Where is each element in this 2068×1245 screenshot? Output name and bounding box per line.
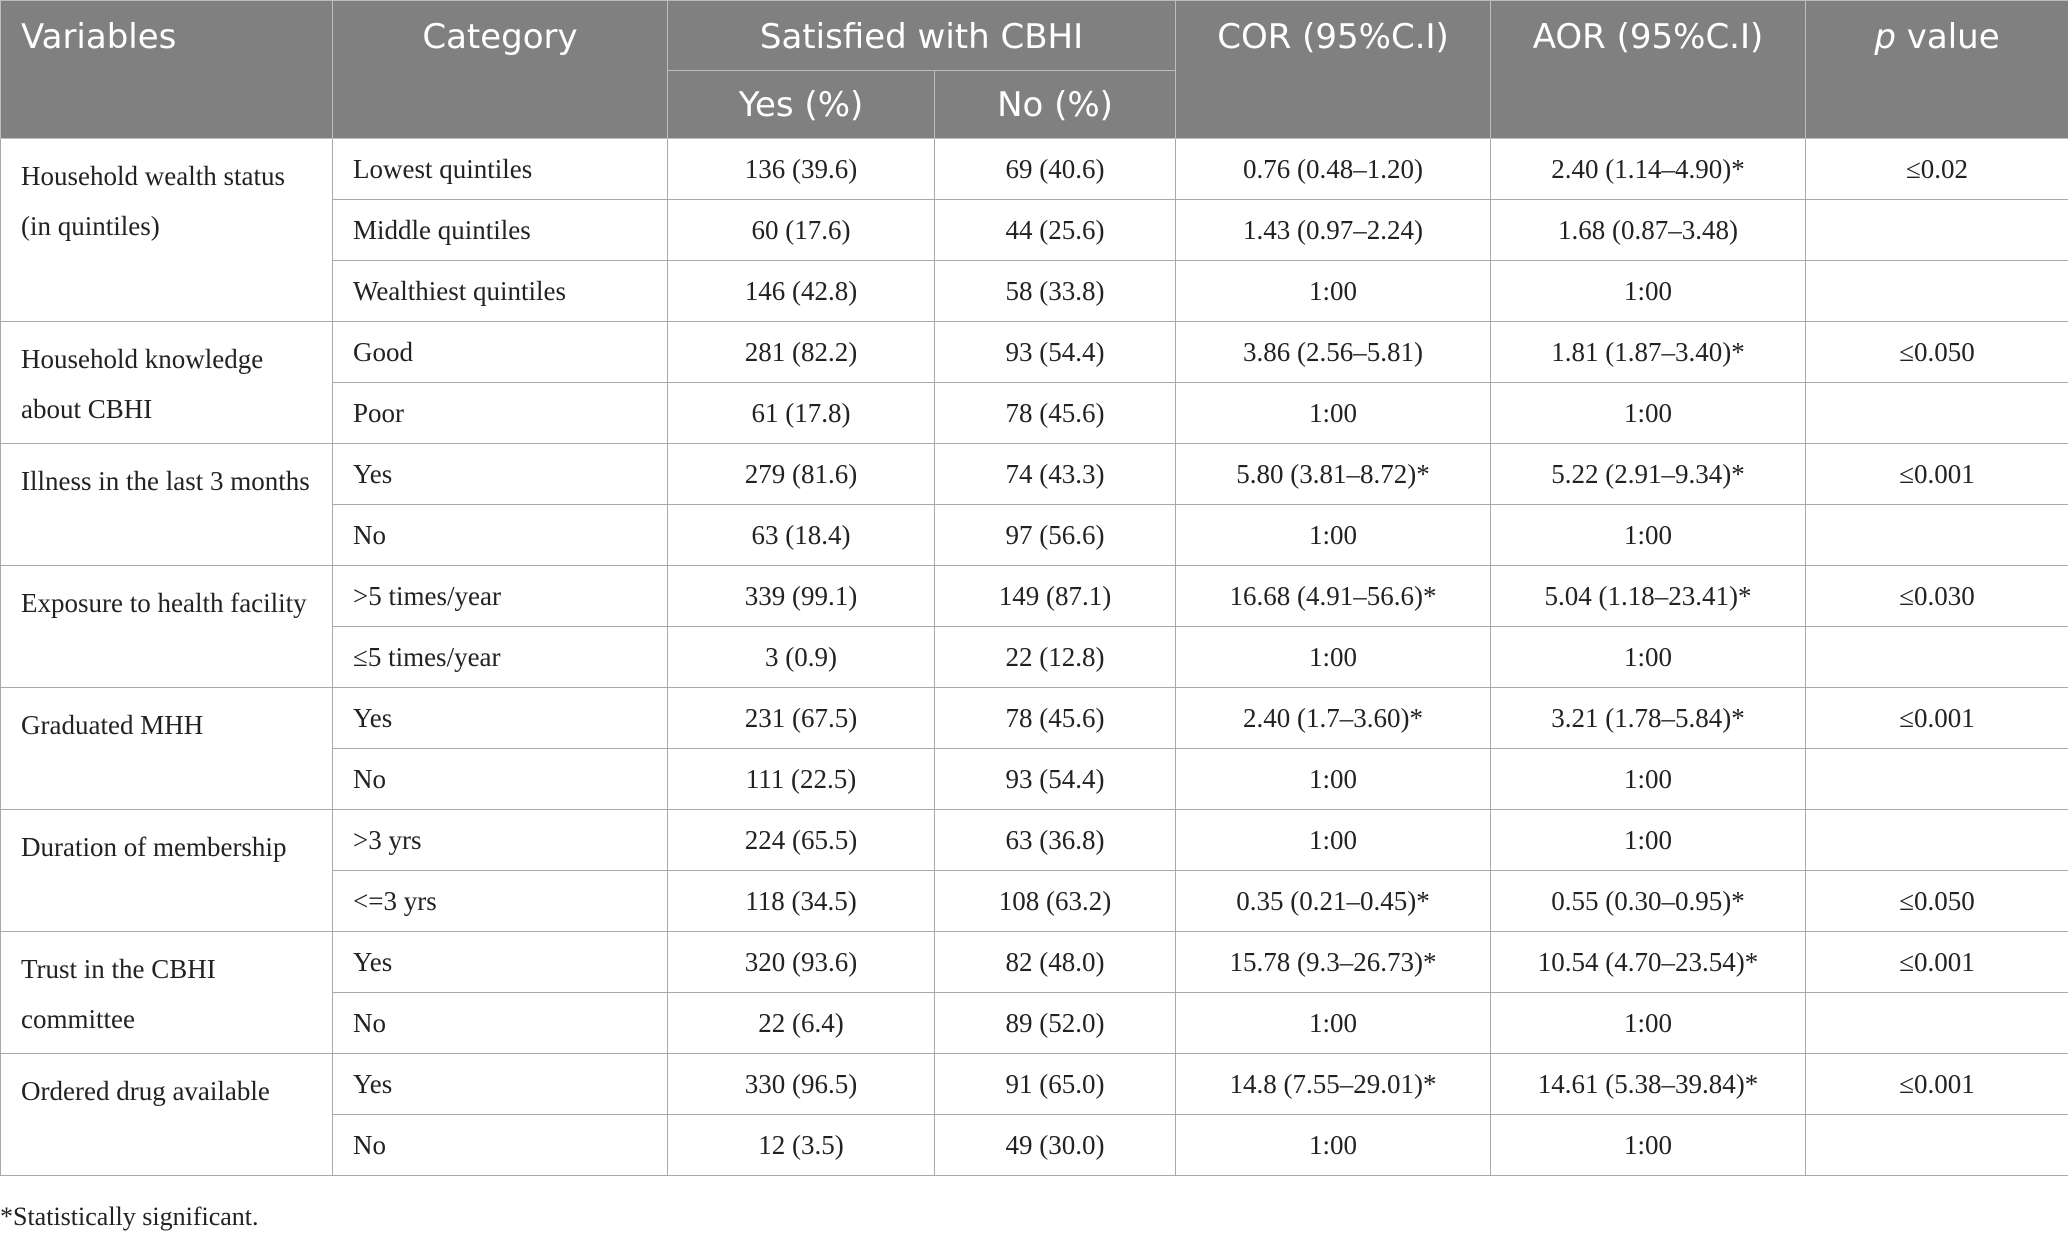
cell-no: 49 (30.0) (935, 1115, 1176, 1176)
cell-yes: 281 (82.2) (668, 322, 935, 383)
cell-aor: 1:00 (1491, 505, 1806, 566)
cell-no: 69 (40.6) (935, 139, 1176, 200)
cell-p-value (1806, 810, 2068, 871)
cell-aor: 1:00 (1491, 627, 1806, 688)
cell-yes: 111 (22.5) (668, 749, 935, 810)
cell-p-value: ≤0.001 (1806, 1054, 2068, 1115)
cell-cor: 1:00 (1176, 261, 1491, 322)
cell-category: Yes (333, 1054, 668, 1115)
cell-p-value (1806, 383, 2068, 444)
cell-cor: 1.43 (0.97–2.24) (1176, 200, 1491, 261)
cell-no: 74 (43.3) (935, 444, 1176, 505)
cell-aor: 5.22 (2.91–9.34)* (1491, 444, 1806, 505)
cell-no: 44 (25.6) (935, 200, 1176, 261)
cell-category: No (333, 1115, 668, 1176)
cell-variable: Duration of membership (1, 810, 333, 932)
cell-aor: 3.21 (1.78–5.84)* (1491, 688, 1806, 749)
cell-category: Lowest quintiles (333, 139, 668, 200)
cell-cor: 0.76 (0.48–1.20) (1176, 139, 1491, 200)
footnote: *Statistically significant. (0, 1202, 259, 1231)
cell-no: 22 (12.8) (935, 627, 1176, 688)
cell-category: Yes (333, 444, 668, 505)
cell-yes: 136 (39.6) (668, 139, 935, 200)
header-aor: AOR (95%C.I) (1491, 1, 1806, 139)
cell-yes: 330 (96.5) (668, 1054, 935, 1115)
table-row (1, 932, 2068, 993)
table-header (1, 1, 2068, 139)
cell-variable: Illness in the last 3 months (1, 444, 333, 566)
cell-category: <=3 yrs (333, 871, 668, 932)
cell-yes: 320 (93.6) (668, 932, 935, 993)
cell-aor: 0.55 (0.30–0.95)* (1491, 871, 1806, 932)
table-row (1, 139, 2068, 200)
cell-cor: 15.78 (9.3–26.73)* (1176, 932, 1491, 993)
cell-aor: 1.81 (1.87–3.40)* (1491, 322, 1806, 383)
cell-aor: 14.61 (5.38–39.84)* (1491, 1054, 1806, 1115)
cell-no: 108 (63.2) (935, 871, 1176, 932)
cell-no: 89 (52.0) (935, 993, 1176, 1054)
cell-cor: 1:00 (1176, 627, 1491, 688)
cell-cor: 1:00 (1176, 1115, 1491, 1176)
table-row (1, 810, 2068, 871)
cell-aor: 1:00 (1491, 1115, 1806, 1176)
cell-aor: 1:00 (1491, 749, 1806, 810)
cell-p-value: ≤0.001 (1806, 932, 2068, 993)
header-category: Category (333, 1, 668, 139)
cell-p-value: ≤0.050 (1806, 871, 2068, 932)
header-p-rest: value (1895, 17, 2000, 57)
cell-cor: 2.40 (1.7–3.60)* (1176, 688, 1491, 749)
table-row (1, 1054, 2068, 1115)
cell-p-value (1806, 505, 2068, 566)
header-p-value (1806, 1, 2068, 139)
cell-p-value: ≤0.001 (1806, 688, 2068, 749)
cell-cor: 1:00 (1176, 749, 1491, 810)
cell-yes: 63 (18.4) (668, 505, 935, 566)
cell-variable: Household knowledge about CBHI (1, 322, 333, 444)
cell-p-value: ≤0.02 (1806, 139, 2068, 200)
cell-cor: 5.80 (3.81–8.72)* (1176, 444, 1491, 505)
cell-aor: 1:00 (1491, 810, 1806, 871)
cell-no: 78 (45.6) (935, 688, 1176, 749)
cell-variable: Ordered drug available (1, 1054, 333, 1176)
cell-p-value: ≤0.001 (1806, 444, 2068, 505)
cell-yes: 231 (67.5) (668, 688, 935, 749)
cell-category: Poor (333, 383, 668, 444)
cell-category: ≤5 times/year (333, 627, 668, 688)
cell-aor: 1.68 (0.87–3.48) (1491, 200, 1806, 261)
cell-cor: 1:00 (1176, 810, 1491, 871)
cell-variable: Exposure to health facility (1, 566, 333, 688)
cell-p-value (1806, 261, 2068, 322)
table-row (1, 688, 2068, 749)
cell-cor: 1:00 (1176, 505, 1491, 566)
cell-cor: 16.68 (4.91–56.6)* (1176, 566, 1491, 627)
cell-aor: 10.54 (4.70–23.54)* (1491, 932, 1806, 993)
cell-variable: Household wealth status (in quintiles) (1, 139, 333, 322)
cell-category: Middle quintiles (333, 200, 668, 261)
cell-no: 97 (56.6) (935, 505, 1176, 566)
cell-p-value (1806, 200, 2068, 261)
cell-p-value (1806, 993, 2068, 1054)
cell-no: 78 (45.6) (935, 383, 1176, 444)
table-body (1, 139, 2068, 1176)
cell-yes: 224 (65.5) (668, 810, 935, 871)
cell-aor: 1:00 (1491, 383, 1806, 444)
cell-cor: 14.8 (7.55–29.01)* (1176, 1054, 1491, 1115)
cell-category: Yes (333, 932, 668, 993)
cell-aor: 1:00 (1491, 993, 1806, 1054)
cell-cor: 3.86 (2.56–5.81) (1176, 322, 1491, 383)
cell-category: Wealthiest quintiles (333, 261, 668, 322)
header-cor: COR (95%C.I) (1176, 1, 1491, 139)
cell-category: Good (333, 322, 668, 383)
cell-yes: 339 (99.1) (668, 566, 935, 627)
cell-p-value (1806, 749, 2068, 810)
cell-category: Yes (333, 688, 668, 749)
cell-yes: 279 (81.6) (668, 444, 935, 505)
cell-aor: 2.40 (1.14–4.90)* (1491, 139, 1806, 200)
cell-category: No (333, 505, 668, 566)
cell-p-value: ≤0.050 (1806, 322, 2068, 383)
cell-category: >5 times/year (333, 566, 668, 627)
cell-no: 63 (36.8) (935, 810, 1176, 871)
cell-category: No (333, 749, 668, 810)
cell-category: No (333, 993, 668, 1054)
table-row (1, 444, 2068, 505)
cell-category: >3 yrs (333, 810, 668, 871)
cell-no: 82 (48.0) (935, 932, 1176, 993)
cell-no: 91 (65.0) (935, 1054, 1176, 1115)
cell-aor: 5.04 (1.18–23.41)* (1491, 566, 1806, 627)
table-row (1, 322, 2068, 383)
cell-p-value (1806, 1115, 2068, 1176)
cell-p-value (1806, 627, 2068, 688)
cell-variable: Graduated MHH (1, 688, 333, 810)
cell-yes: 22 (6.4) (668, 993, 935, 1054)
cell-aor: 1:00 (1491, 261, 1806, 322)
cell-no: 93 (54.4) (935, 749, 1176, 810)
cell-no: 58 (33.8) (935, 261, 1176, 322)
cell-no: 93 (54.4) (935, 322, 1176, 383)
cell-yes: 3 (0.9) (668, 627, 935, 688)
cell-yes: 60 (17.6) (668, 200, 935, 261)
cell-cor: 0.35 (0.21–0.45)* (1176, 871, 1491, 932)
cell-cor: 1:00 (1176, 383, 1491, 444)
header-p-italic: p (1874, 17, 1896, 57)
cell-yes: 118 (34.5) (668, 871, 935, 932)
cell-yes: 12 (3.5) (668, 1115, 935, 1176)
cell-no: 149 (87.1) (935, 566, 1176, 627)
cell-yes: 146 (42.8) (668, 261, 935, 322)
cell-p-value: ≤0.030 (1806, 566, 2068, 627)
header-variables: Variables (1, 1, 333, 139)
header-satisfied: Satisfied with CBHI (668, 1, 1176, 71)
cell-cor: 1:00 (1176, 993, 1491, 1054)
cell-variable: Trust in the CBHI committee (1, 932, 333, 1054)
table-row (1, 566, 2068, 627)
header-no: No (%) (935, 71, 1176, 139)
header-yes: Yes (%) (668, 71, 935, 139)
cell-yes: 61 (17.8) (668, 383, 935, 444)
